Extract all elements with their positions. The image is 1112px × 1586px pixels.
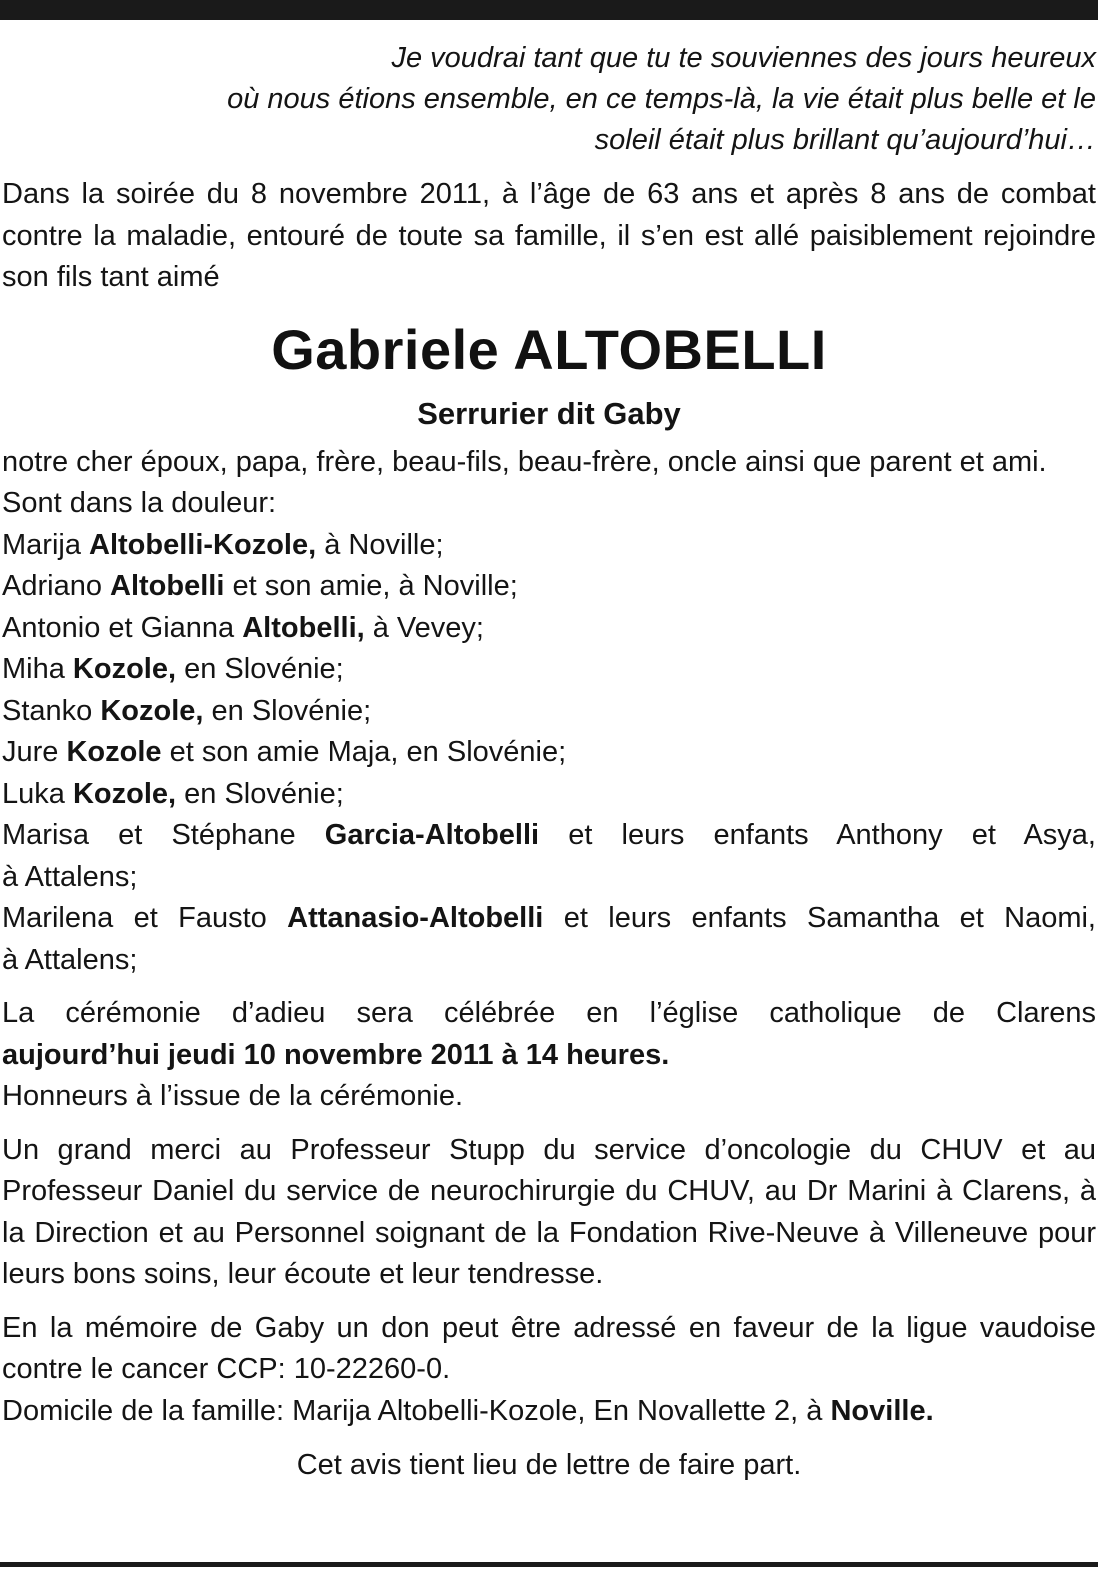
relation-paragraph: notre cher époux, papa, frère, beau-fils, beau-frère, oncle ainsi que parent et ami.	[2, 445, 1047, 478]
domicile-line	[2, 1391, 1096, 1433]
mourner-entry-continuation: à Attalens;	[2, 943, 138, 976]
domicile-text: Domicile de la famille: Marija Altobelli-Kozole, En Novallette 2, à	[2, 1394, 831, 1427]
deceased-subtitle: Serrurier dit Gaby	[417, 395, 681, 431]
obituary-notice	[2, 38, 1096, 1486]
donation-paragraph: En la mémoire de Gaby un don peut être adressé en faveur de la ligue vaudoise contre le cancer CCP: 10-22260-0.	[2, 1311, 1096, 1385]
quote-line-3: soleil était plus brillant qu’aujourd’hui…	[594, 124, 1096, 156]
ceremony-date: aujourd’hui jeudi 10 novembre 2011 à 14 heures.	[2, 1038, 670, 1071]
epigraph-quote	[2, 38, 1096, 161]
mourner-entry: Miha Kozole, en Slovénie;	[2, 653, 344, 685]
thanks-paragraph: Un grand merci au Professeur Stupp du service d’oncologie du CHUV et au Professeur Daniel du service de neurochirurgie du CHUV, au Dr Marini à Clarens, à la Direction et au Personnel soignant de la Fondation Rive-Neuve à Villeneuve pour leurs bons soins, leur écoute et leur tendresse.	[2, 1133, 1096, 1290]
ceremony-honours: Honneurs à l’issue de la cérémonie.	[2, 1080, 464, 1112]
mourner-entry-continuation: à Attalens;	[2, 860, 138, 893]
mourner-entry: Antonio et Gianna Altobelli, à Vevey;	[2, 611, 484, 644]
mourner-entry: Marija Altobelli-Kozole, à Noville;	[2, 528, 444, 561]
quote-line-1: Je voudrai tant que tu te souviennes des jours heureux	[391, 42, 1096, 74]
domicile-town: Noville.	[830, 1394, 934, 1427]
ceremony-text: La cérémonie d’adieu sera célébrée en l’église catholique de Clarens	[2, 997, 1096, 1029]
ceremony-section	[2, 993, 1096, 1118]
mourner-entry: Marisa et Stéphane Garcia-Altobelli et leurs enfants Anthony et Asya,	[2, 819, 1096, 851]
mourner-entry: Adriano Altobelli et son amie, à Noville;	[2, 570, 518, 602]
deceased-name: Gabriele ALTOBELLI	[271, 317, 827, 381]
mourners-heading: Sont dans la douleur:	[2, 487, 277, 519]
mourner-entry: Marilena et Fausto Attanasio-Altobelli et leurs enfants Samantha et Naomi,	[2, 902, 1096, 934]
closing-note: Cet avis tient lieu de lettre de faire part.	[296, 1449, 802, 1481]
mourner-entry: Stanko Kozole, en Slovénie;	[2, 694, 372, 727]
mourners-list	[2, 483, 1096, 981]
bottom-border-rule	[0, 1562, 1098, 1567]
mourner-entry: Luka Kozole, en Slovénie;	[2, 777, 344, 810]
intro-paragraph: Dans la soirée du 8 novembre 2011, à l’âge de 63 ans et après 8 ans de combat contre la maladie, entouré de toute sa famille, il s’en est allé paisiblement rejoindre son fils tant aimé	[2, 178, 1096, 293]
mourner-entry: Jure Kozole et son amie Maja, en Slovénie;	[2, 736, 567, 768]
quote-line-2: où nous étions ensemble, en ce temps-là, la vie était plus belle et le	[227, 83, 1096, 115]
top-border-rule	[0, 0, 1098, 20]
